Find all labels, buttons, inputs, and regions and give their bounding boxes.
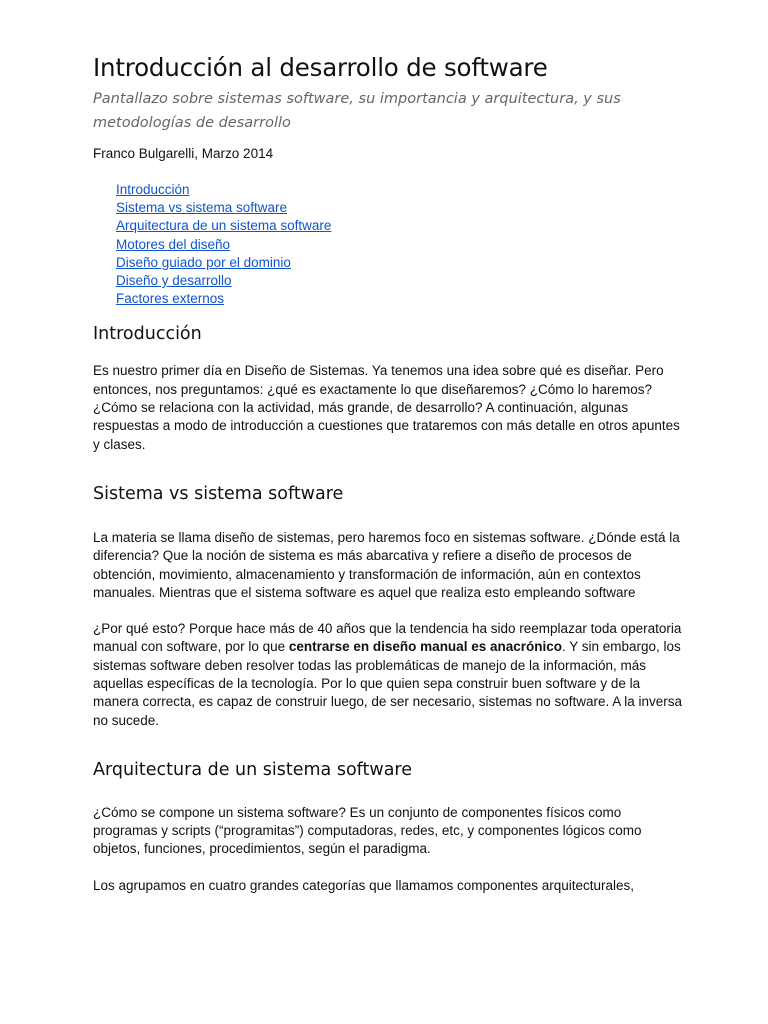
document-page	[93, 52, 683, 895]
paragraph-arquitectura-2: Los agrupamos en cuatro grandes categorías que llamamos componentes arquitecturales,	[93, 877, 635, 893]
section-heading-arquitectura: Arquitectura de un sistema software	[93, 759, 412, 780]
document-title: Introducción al desarrollo de software	[93, 53, 548, 82]
section-heading-introduccion: Introducción	[93, 324, 202, 345]
toc-item	[116, 272, 683, 290]
toc-link-arquitectura[interactable]: Arquitectura de un sistema software	[116, 218, 332, 234]
toc-item	[116, 254, 683, 272]
toc-item	[116, 199, 683, 217]
toc-item	[116, 236, 683, 254]
toc-item	[116, 217, 683, 235]
paragraph-arquitectura-1: ¿Cómo se compone un sistema software? Es un conjunto de componentes físicos como programas y scripts (“programitas”) computadoras, redes, etc, y componentes lógicos como objetos, funciones, procedimientos, según el paradigma.	[93, 804, 642, 857]
toc-link-sistema[interactable]: Sistema vs sistema software	[116, 200, 288, 216]
author-line: Franco Bulgarelli, Marzo 2014	[93, 146, 274, 161]
paragraph-text: ¿Por qué esto? Porque hace más de 40 años que la tendencia ha sido reemplazar toda operatoria manual con software, por lo que	[93, 621, 682, 655]
bold-emphasis: centrarse en diseño manual es anacrónico	[288, 639, 562, 655]
paragraph-sistema-1: La materia se llama diseño de sistemas, pero haremos foco en sistemas software. ¿Dónde está la diferencia? Que la noción de sistema es más abarcativa y refiere a diseño de procesos de obtención, movimiento, almacenamiento y transformación de información, aún en contextos manuales. Mientras que el sistema software es aquel que realiza esto empleando software	[93, 529, 680, 600]
toc-item	[116, 181, 683, 199]
paragraph-introduccion: Es nuestro primer día en Diseño de Sistemas. Ya tenemos una idea sobre qué es diseñar. Pero entonces, nos preguntamos: ¿qué es exactamente lo que diseñaremos? ¿Cómo lo haremos? ¿Cómo se relaciona con la actividad, más grande, de desarrollo? A continuación, algunas respuestas a modo de introducción a cuestiones que trataremos con más detalle en otros apuntes y clases.	[93, 363, 680, 452]
toc-link-factores[interactable]: Factores externos	[116, 291, 225, 307]
toc-item	[116, 290, 683, 308]
paragraph-sistema-2	[93, 620, 683, 730]
toc-link-motores[interactable]: Motores del diseño	[116, 236, 231, 252]
document-subtitle: Pantallazo sobre sistemas software, su importancia y arquitectura, y sus metodologías de desarrollo	[93, 91, 621, 131]
table-of-contents	[116, 181, 683, 308]
toc-link-diseno-desarrollo[interactable]: Diseño y desarrollo	[116, 273, 232, 289]
paragraph-text: . Y sin embargo, los sistemas software deben resolver todas las problemáticas de manejo de la información, más aquellas específicas de la tecnología. Por lo que quien sepa construir buen software y de la manera correcta, es capaz de construir luego, de ser necesario, sistemas no software. A la inversa no sucede.	[93, 639, 683, 728]
section-heading-sistema: Sistema vs sistema software	[93, 483, 344, 504]
toc-link-dominio[interactable]: Diseño guiado por el dominio	[116, 254, 291, 270]
toc-link-introduccion[interactable]: Introducción	[116, 182, 190, 197]
